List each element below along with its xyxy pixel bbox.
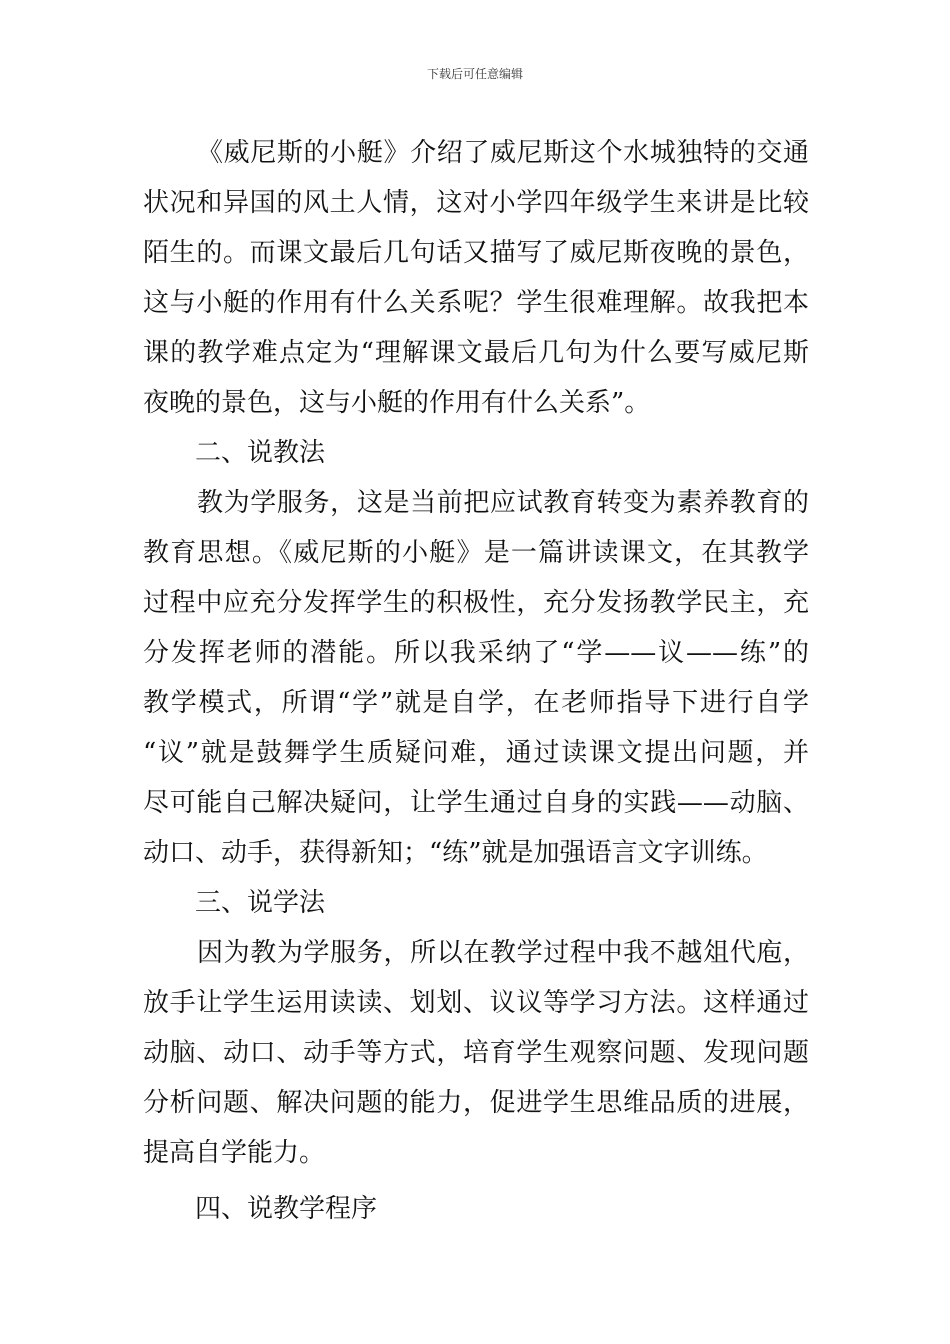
- section-heading-learning-method: 三、说学法: [195, 888, 326, 918]
- text-line: 分发挥老师的潜能。所以我采纳了“学——议——练”的: [143, 638, 809, 668]
- page-header: 下载后可任意编辑: [426, 67, 523, 81]
- text-line: 教为学服务，这是当前把应试教育转变为素养教育的: [197, 488, 809, 518]
- text-line: 过程中应充分发挥学生的积极性，充分发扬教学民主，充: [143, 588, 809, 618]
- text-line: 教学模式，所谓“学”就是自学，在老师指导下进行自学: [143, 688, 809, 718]
- text-line: 分析问题、解决问题的能力，促进学生思维品质的进展，: [143, 1088, 809, 1118]
- text-line: “议”就是鼓舞学生质疑问难，通过读课文提出问题，并: [143, 738, 809, 768]
- text-line: 陌生的。而课文最后几句话又描写了威尼斯夜晚的景色，: [143, 238, 809, 268]
- text-line: 《威尼斯的小艇》介绍了威尼斯这个水城独特的交通: [197, 138, 809, 168]
- paragraph-learning-method: [143, 928, 809, 1178]
- text-line: 因为教为学服务，所以在教学过程中我不越俎代庖，: [197, 938, 809, 968]
- paragraph-teaching-method: [143, 478, 809, 878]
- text-line: 动脑、动口、动手等方式，培育学生观察问题、发现问题: [143, 1038, 809, 1068]
- text-line: 尽可能自己解决疑问，让学生通过自身的实践——动脑、: [143, 788, 809, 818]
- text-line: 夜晚的景色，这与小艇的作用有什么关系”。: [143, 388, 651, 418]
- text-line: 动口、动手，获得新知；“练”就是加强语言文字训练。: [143, 838, 768, 868]
- document-body: [143, 128, 809, 1234]
- text-line: 这与小艇的作用有什么关系呢？学生很难理解。故我把本: [143, 288, 809, 318]
- section-heading-teaching-method: 二、说教法: [195, 438, 326, 468]
- text-line: 提高自学能力。: [143, 1138, 326, 1168]
- paragraph-venice-boat-intro: [143, 128, 809, 428]
- text-line: 放手让学生运用读读、划划、议议等学习方法。这样通过: [143, 988, 809, 1018]
- text-line: 教育思想。《威尼斯的小艇》是一篇讲读课文，在其教学: [143, 538, 809, 568]
- text-line: 状况和异国的风土人情，这对小学四年级学生来讲是比较: [143, 188, 809, 218]
- section-heading-teaching-procedure: 四、说教学程序: [195, 1194, 378, 1224]
- text-line: 课的教学难点定为“理解课文最后几句为什么要写威尼斯: [143, 338, 809, 368]
